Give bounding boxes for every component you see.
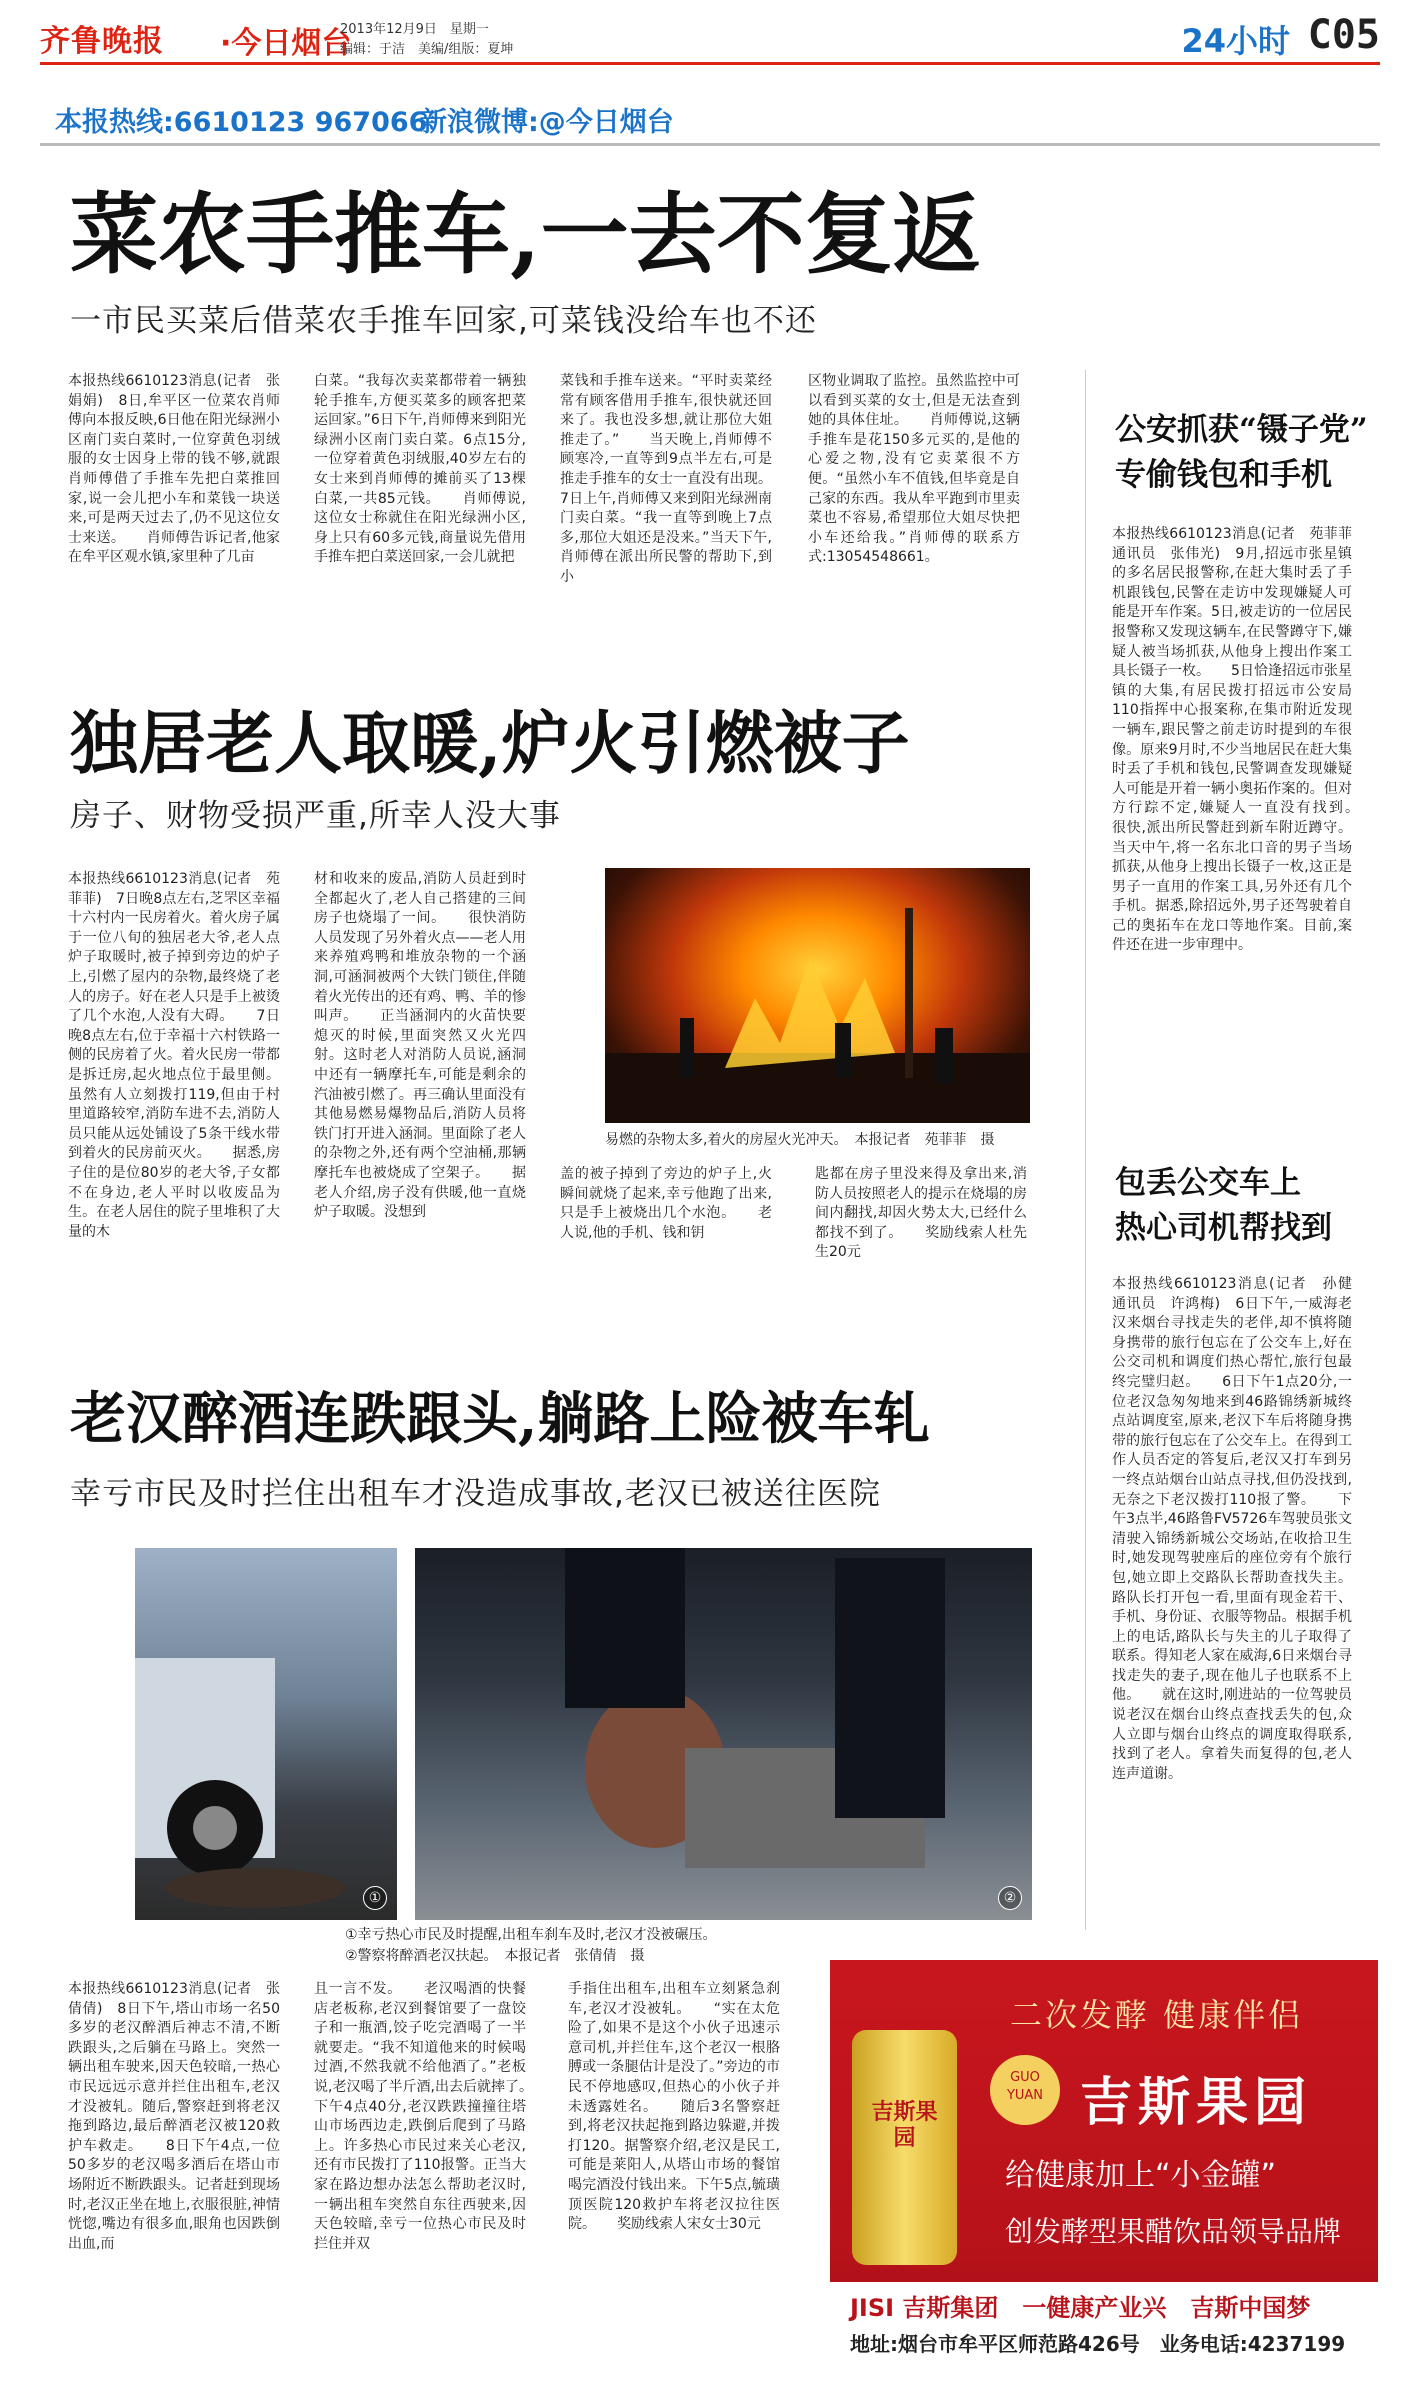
story2-headline: 独居老人取暖,炉火引燃被子 [70,704,910,784]
story1-col1: 本报热线6610123消息(记者 张娟娟) 8日,牟平区一位菜农肖师傅向本报反映,6日他在阳光绿洲小区南门卖白菜时,一位穿黄色羽绒服的女士因身上带的钱不够,就跟肖师傅借了手推车先把白菜推回家,说一会儿把小车和菜钱一块送来,可是两天过去了,仍不见这位女士来送。 肖师傅告诉记者,他家在牟平区观水镇,家里种了几亩 [68,373,280,566]
story1-col4: 区物业调取了监控。虽然监控中可以看到买菜的女士,但是无法查到她的具体住址。 肖师傅说,这辆手推车是花150多元买的,是他的心爱之物,没有它卖菜很不方便。“虽然小车不值钱,但毕竟是自己家的东西。我从牟平跑到市里卖菜也不容易,希望那位大姐尽快把小车还给我。”肖师傅的联系方式:13054548661。 [808,373,1020,566]
sidebar-divider [1085,370,1086,1930]
side2-title-line2: 热心司机帮找到 [1115,1210,1332,1246]
story3-caption-2: ②警察将醉酒老汉扶起。 本报记者 张倩倩 摄 [345,1948,645,1964]
hotline: 本报热线:6610123 967066 [55,107,428,138]
story2-col2: 材和收来的废品,消防人员赶到时全都起火了,老人自己搭建的三间房子也烧塌了一间。 很快消防人员发现了另外着火点——老人用来养殖鸡鸭和堆放杂物的一个涵洞,可涵洞被两个大铁门锁住,伴随着火光传出的还有鸡、鸭、羊的惨叫声。 正当涵洞内的火苗快要熄灭的时候,里面突然又火光四射。这时老人对消防人员说,涵洞中还有一辆摩托车,可能是剩余的汽油被引燃了。再三确认里面没有其他易燃易爆物品后,消防人员将铁门打开进入涵洞。里面除了老人的杂物之外,还有两个空油桶,那辆摩托车也被烧成了空架子。 据老人介绍,房子没有供暖,他一直烧炉子取暖。没想到 [314,871,526,1221]
newspaper-brand: 齐鲁晚报 [40,24,164,59]
ad-brand: 吉斯果园 [1080,2072,1313,2133]
ad-address-line: 地址:烟台市牟平区师范路426号 业务电话:4237199 [850,2332,1346,2356]
ad-slogan: 二次发酵 健康伴侣 [1010,1996,1304,2034]
header-rule [40,143,1380,146]
advertisement [830,1960,1378,2365]
ad-product-can [852,2030,957,2265]
fire-photo [605,868,1030,1123]
taxi-photo-art [135,1548,397,1920]
fire-photo-art [605,868,1030,1123]
ad-logo-seal: GUO YUAN [990,2055,1060,2125]
story3-subhead: 幸亏市民及时拦住出租车才没造成事故,老汉已被送往医院 [70,1476,881,1512]
story3-col2: 且一言不发。 老汉喝酒的快餐店老板称,老汉到餐馆要了一盘饺子和一瓶酒,饺子吃完酒喝了一半就要走。“我不知道他来的时候喝过酒,不然我就不给他酒了。”老板说,老汉喝了半斤酒,出去后就摔了。 下午4点40分,老汉跌跌撞撞往塔山市场西边走,跌倒后爬到了马路上。许多热心市民过来关心老汉,还有市民拨打了110报警。正当大家在路边想办法怎么帮助老汉时,一辆出租车突然自东往西驶来,因天色较暗,幸亏一位热心市民及时拦住并双 [314,1981,554,2252]
story2-subhead: 房子、财物受损严重,所幸人没大事 [70,798,561,834]
story2-col3: 盖的被子掉到了旁边的炉子上,火瞬间就烧了起来,幸亏他跑了出来,只是手上被烧出几个水泡。 老人说,他的手机、钱和钥 [560,1166,772,1241]
side1-body: 本报热线6610123消息(记者 苑菲菲 通讯员 张伟光) 9月,招远市张星镇的多名居民报警称,在赶大集时丢了手机跟钱包,民警在走访中发现嫌疑人可能是开车作案。5日,被走访的一位居民报警称又发现这辆车,在民警蹲守下,嫌疑人被当场抓获,从他身上搜出作案工具长镊子一枚。 5日恰逢招远市张星镇的大集,有居民拨打招远市公安局110指挥中心报案称,在集市附近发现一辆车,跟民警之前走访时提到的车很像。原来9月时,不少当地居民在赶大集时丢了手机和钱包,民警调查发现嫌疑人可能是开着一辆小奥拓作案的。但对方行踪不定,嫌疑人一直没有找到。 很快,派出所民警赶到新车附近蹲守。当天中午,将一名东北口音的男子当场抓获,从他身上搜出长镊子一枚,这正是男子一直用的作案工具,另外还有几个手机。据悉,除招远外,男子还驾驶着自己的奥拓车在龙口等地作案。目前,案件还在进一步审理中。 [1112,526,1380,954]
section-tag: 24小时 [1181,22,1290,60]
date-line: 2013年12月9日 星期一 [340,22,489,37]
photo1-number: ① [363,1886,387,1910]
story1-headline: 菜农手推车,一去不复返 [70,182,981,286]
weibo-handle: 新浪微博:@今日烟台 [420,107,674,138]
story2-col4: 匙都在房子里没来得及拿出来,消防人员按照老人的提示在烧塌的房间内翻找,却因火势太大,已经什么都找不到了。 奖励线索人杜先生20元 [815,1166,1027,1261]
story1-col3: 菜钱和手推车送来。“平时卖菜经常有顾客借用手推车,很快就还回来了。我也没多想,就让那位大姐推走了。” 当天晚上,肖师傅不顾寒冷,一直等到9点半左右,可是推走手推车的女士一直没有出现。7日上午,肖师傅又来到阳光绿洲南门卖白菜。“我一直等到晚上7点多,那位大姐还是没来。”当天下午,肖师傅在派出所民警的帮助下,到小 [560,373,772,585]
story3-headline: 老汉醉酒连跌跟头,躺路上险被车轧 [70,1386,930,1452]
story3-col1: 本报热线6610123消息(记者 张倩倩) 8日下午,塔山市场一名50多岁的老汉醉酒后神志不清,不断跌跟头,之后躺在马路上。突然一辆出租车驶来,因天色较暗,一热心市民远远示意并拦住出租车,老汉才没被轧。随后,警察赶到将老汉拖到路边,最后醉酒老汉被120救护车救走。 8日下午4点,一位50多岁的老汉喝多酒后在塔山市场附近不断跌跟头。记者赶到现场时,老汉正坐在地上,衣服很脏,神情恍惚,嘴边有很多血,眼角也因跌倒出血,而 [68,1981,280,2252]
section-name: ·今日烟台 [220,26,352,61]
page-number: C05 [1307,12,1380,58]
side2-title-line1: 包丢公交车上 [1115,1165,1301,1201]
story2-col1: 本报热线6610123消息(记者 苑菲菲) 7日晚8点左右,芝罘区幸福十六村内一民房着火。着火房子属于一位八旬的独居老大爷,老人点炉子取暖时,被子掉到旁边的炉子上,引燃了屋内的杂物,最终烧了老人的房子。好在老人只是手上被烫了几个水泡,人没有大碍。 7日晚8点左右,位于幸福十六村铁路一侧的民房着了火。着火民房一带都是拆迁房,起火地点位于最里侧。虽然有人立刻拨打119,但由于村里道路较窄,消防车进不去,消防人员只能从远处铺设了5条干线水带到着火的民房前灭火。 据悉,房子住的是位80岁的老大爷,子女都不在身边,老人平时以收废品为生。在老人居住的院子里堆积了大量的木 [68,871,280,1240]
side1-title-line1: 公安抓获“镊子党” [1115,412,1368,448]
photo-taxi [135,1548,397,1920]
masthead [40,12,1380,65]
police-photo-art [415,1548,1032,1920]
story1-subhead: 一市民买菜后借菜农手推车回家,可菜钱没给车也不还 [70,303,817,339]
photo-police [415,1548,1032,1920]
side1-title-line2: 专偷钱包和手机 [1115,457,1332,493]
story3-col3: 手指住出租车,出租车立刻紧急刹车,老汉才没被轧。 “实在太危险了,如果不是这个小伙子迅速示意司机,并拦住车,这个老汉一根胳膊或一条腿估计是没了。”旁边的市民不停地感叹,但热心的小伙子并未透露姓名。 随后3名警察赶到,将老汉扶起拖到路边躲避,并拨打120。据警察介绍,老汉是民工,可能是莱阳人,从塔山市场的餐馆喝完酒没付钱出来。下午5点,毓璜顶医院120救护车将老汉拉往医院。 奖励线索人宋女士30元 [568,1981,780,2233]
story3-caption-1: ①幸亏热心市民及时提醒,出租车刹车及时,老汉才没被碾压。 [345,1927,717,1943]
ad-tagline: 给健康加上“小金罐” [1005,2158,1277,2193]
photo2-number: ② [998,1886,1022,1910]
story1-col2: 白菜。“我每次卖菜都带着一辆独轮手推车,方便买菜多的顾客把菜运回家。”6日下午,肖师傅来到阳光绿洲小区南门卖白菜。6点15分,一位穿着黄色羽绒服,40岁左右的女士来到肖师傅的摊前买了13棵白菜,一共85元钱。 肖师傅说,这位女士称就住在阳光绿洲小区,身上只有60多元钱,商量说先借用手推车把白菜送回家,一会儿就把 [314,373,526,566]
fire-photo-caption: 易燃的杂物太多,着火的房屋火光冲天。 本报记者 苑菲菲 摄 [605,1132,995,1148]
side2-body: 本报热线6610123消息(记者 孙健 通讯员 许鸿梅) 6日下午,一威海老汉来烟台寻找走失的老伴,却不慎将随身携带的旅行包忘在了公交车上,好在公交司机和调度们热心帮忙,旅行包最终完璧归赵。 6日下午1点20分,一位老汉急匆匆地来到46路锦绣新城终点站调度室,原来,老汉下车后将随身携带的旅行包忘在了公交车上。在得到工作人员否定的答复后,老汉又打车到另一终点站烟台山站点寻找,但仍没找到,无奈之下老汉拨打110报了警。 下午3点半,46路鲁FV5726车驾驶员张文清驶入锦绣新城公交场站,在收拾卫生时,她发现驾驶座后的座位旁有个旅行包,她立即上交路队长帮助查找失主。路队长打开包一看,里面有现金若干、手机、身份证、衣服等物品。根据手机上的电话,路队长与失主的儿子取得了联系。得知老人家在威海,6日来烟台寻找走失的妻子,现在他儿子也联系不上他。 就在这时,刚进站的一位驾驶员说老汉在烟台山终点查找丢失的包,众人立即与烟台山终点的调度取得联系,找到了老人。拿着失而复得的包,老人连声道谢。 [1112,1276,1366,1782]
editor-line: 编辑：于洁 美编/组版：夏坤 [340,42,514,57]
ad-can-label: 吉斯果园 [871,2100,938,2151]
ad-claim: 创发酵型果醋饮品领导品牌 [1005,2215,1342,2248]
ad-company-line: JISI 吉斯集团 一健康产业兴 吉斯中国梦 [850,2294,1311,2322]
